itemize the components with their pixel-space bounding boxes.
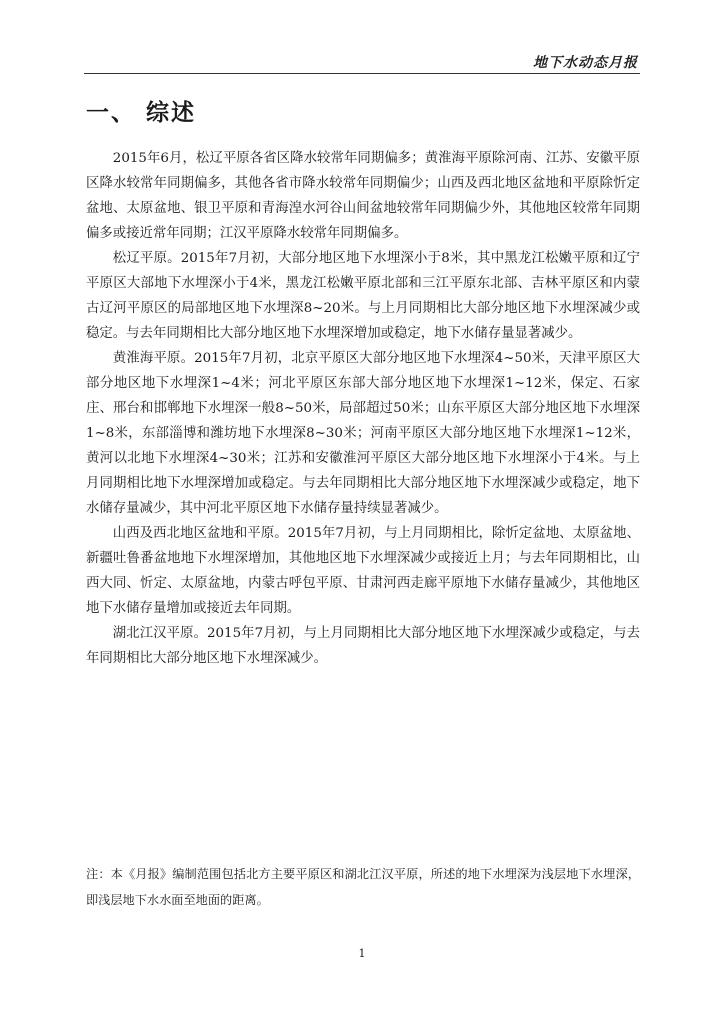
paragraph-precipitation: 2015年6月，松辽平原各省区降水较常年同期偏多；黄淮海平原除河南、江苏、安徽平原区降水较常年同期偏多，其他各省市降水较常年同期偏少；山西及西北地区盆地和平原除忻定盆地、太原盆地、银卫平原和青海湟水河谷山间盆地较常年同期偏少外，其他地区较常年同期偏多或接近常年同期；江汉平原降水较常年同期偏多。 — [86, 151, 640, 241]
section-title: 一、 综述 — [86, 100, 197, 126]
footnote: 注：本《月报》编制范围包括北方主要平原区和湖北江汉平原，所述的地下水埋深为浅层地下水埋深，即浅层地下水水面至地面的距离。 — [86, 867, 640, 907]
header-divider — [84, 73, 640, 74]
paragraph-huanghuaihai-plain: 黄淮海平原。2015年7月初，北京平原区大部分地区地下水埋深4~50米，天津平原区大部分地区地下水埋深1~4米；河北平原区东部大部分地区地下水埋深1~12米，保定、石家庄、邢台和邯郸地下水埋深一般8~50米，局部超过50米；山东平原区大部分地区地下水埋深1~8米，东部淄博和潍坊地下水埋深8~30米；河南平原区大部分地区地下水埋深1~12米，黄河以北地下水埋深4~30米；江苏和安徽淮河平原区大部分地区地下水埋深小于4米。与上月同期相比地下水埋深增加或稳定。与去年同期相比大部分地区地下水埋深减少或稳定，地下水储存量减少，其中河北平原区地下水储存量持续显著减少。 — [86, 351, 640, 516]
page-number: 1 — [358, 947, 366, 960]
paragraph-songliao-plain: 松辽平原。2015年7月初，大部分地区地下水埋深小于8米，其中黑龙江松嫩平原和辽宁平原区大部地下水埋深小于4米，黑龙江松嫩平原北部和三江平原东北部、吉林平原区和内蒙古辽河平原区的局部地区地下水埋深8~20米。与上月同期相比大部分地区地下水埋深减少或稳定。与去年同期相比大部分地区地下水埋深增加或稳定，地下水储存量显著减少。 — [86, 251, 640, 341]
report-header-title: 地下水动态月报 — [533, 55, 638, 71]
summary-body — [86, 146, 640, 671]
paragraph-jianghan-plain: 湖北江汉平原。2015年7月初，与上月同期相比大部分地区地下水埋深减少或稳定，与去年同期相比大部分地区地下水埋深减少。 — [86, 626, 640, 666]
paragraph-shanxi-northwest: 山西及西北地区盆地和平原。2015年7月初，与上月同期相比，除忻定盆地、太原盆地、新疆吐鲁番盆地地下水埋深增加，其他地区地下水埋深减少或接近上月；与去年同期相比，山西大同、忻定、太原盆地，内蒙古呼包平原、甘肃河西走廊平原地下水储存量减少，其他地区地下水储存量增加或接近去年同期。 — [86, 526, 640, 616]
